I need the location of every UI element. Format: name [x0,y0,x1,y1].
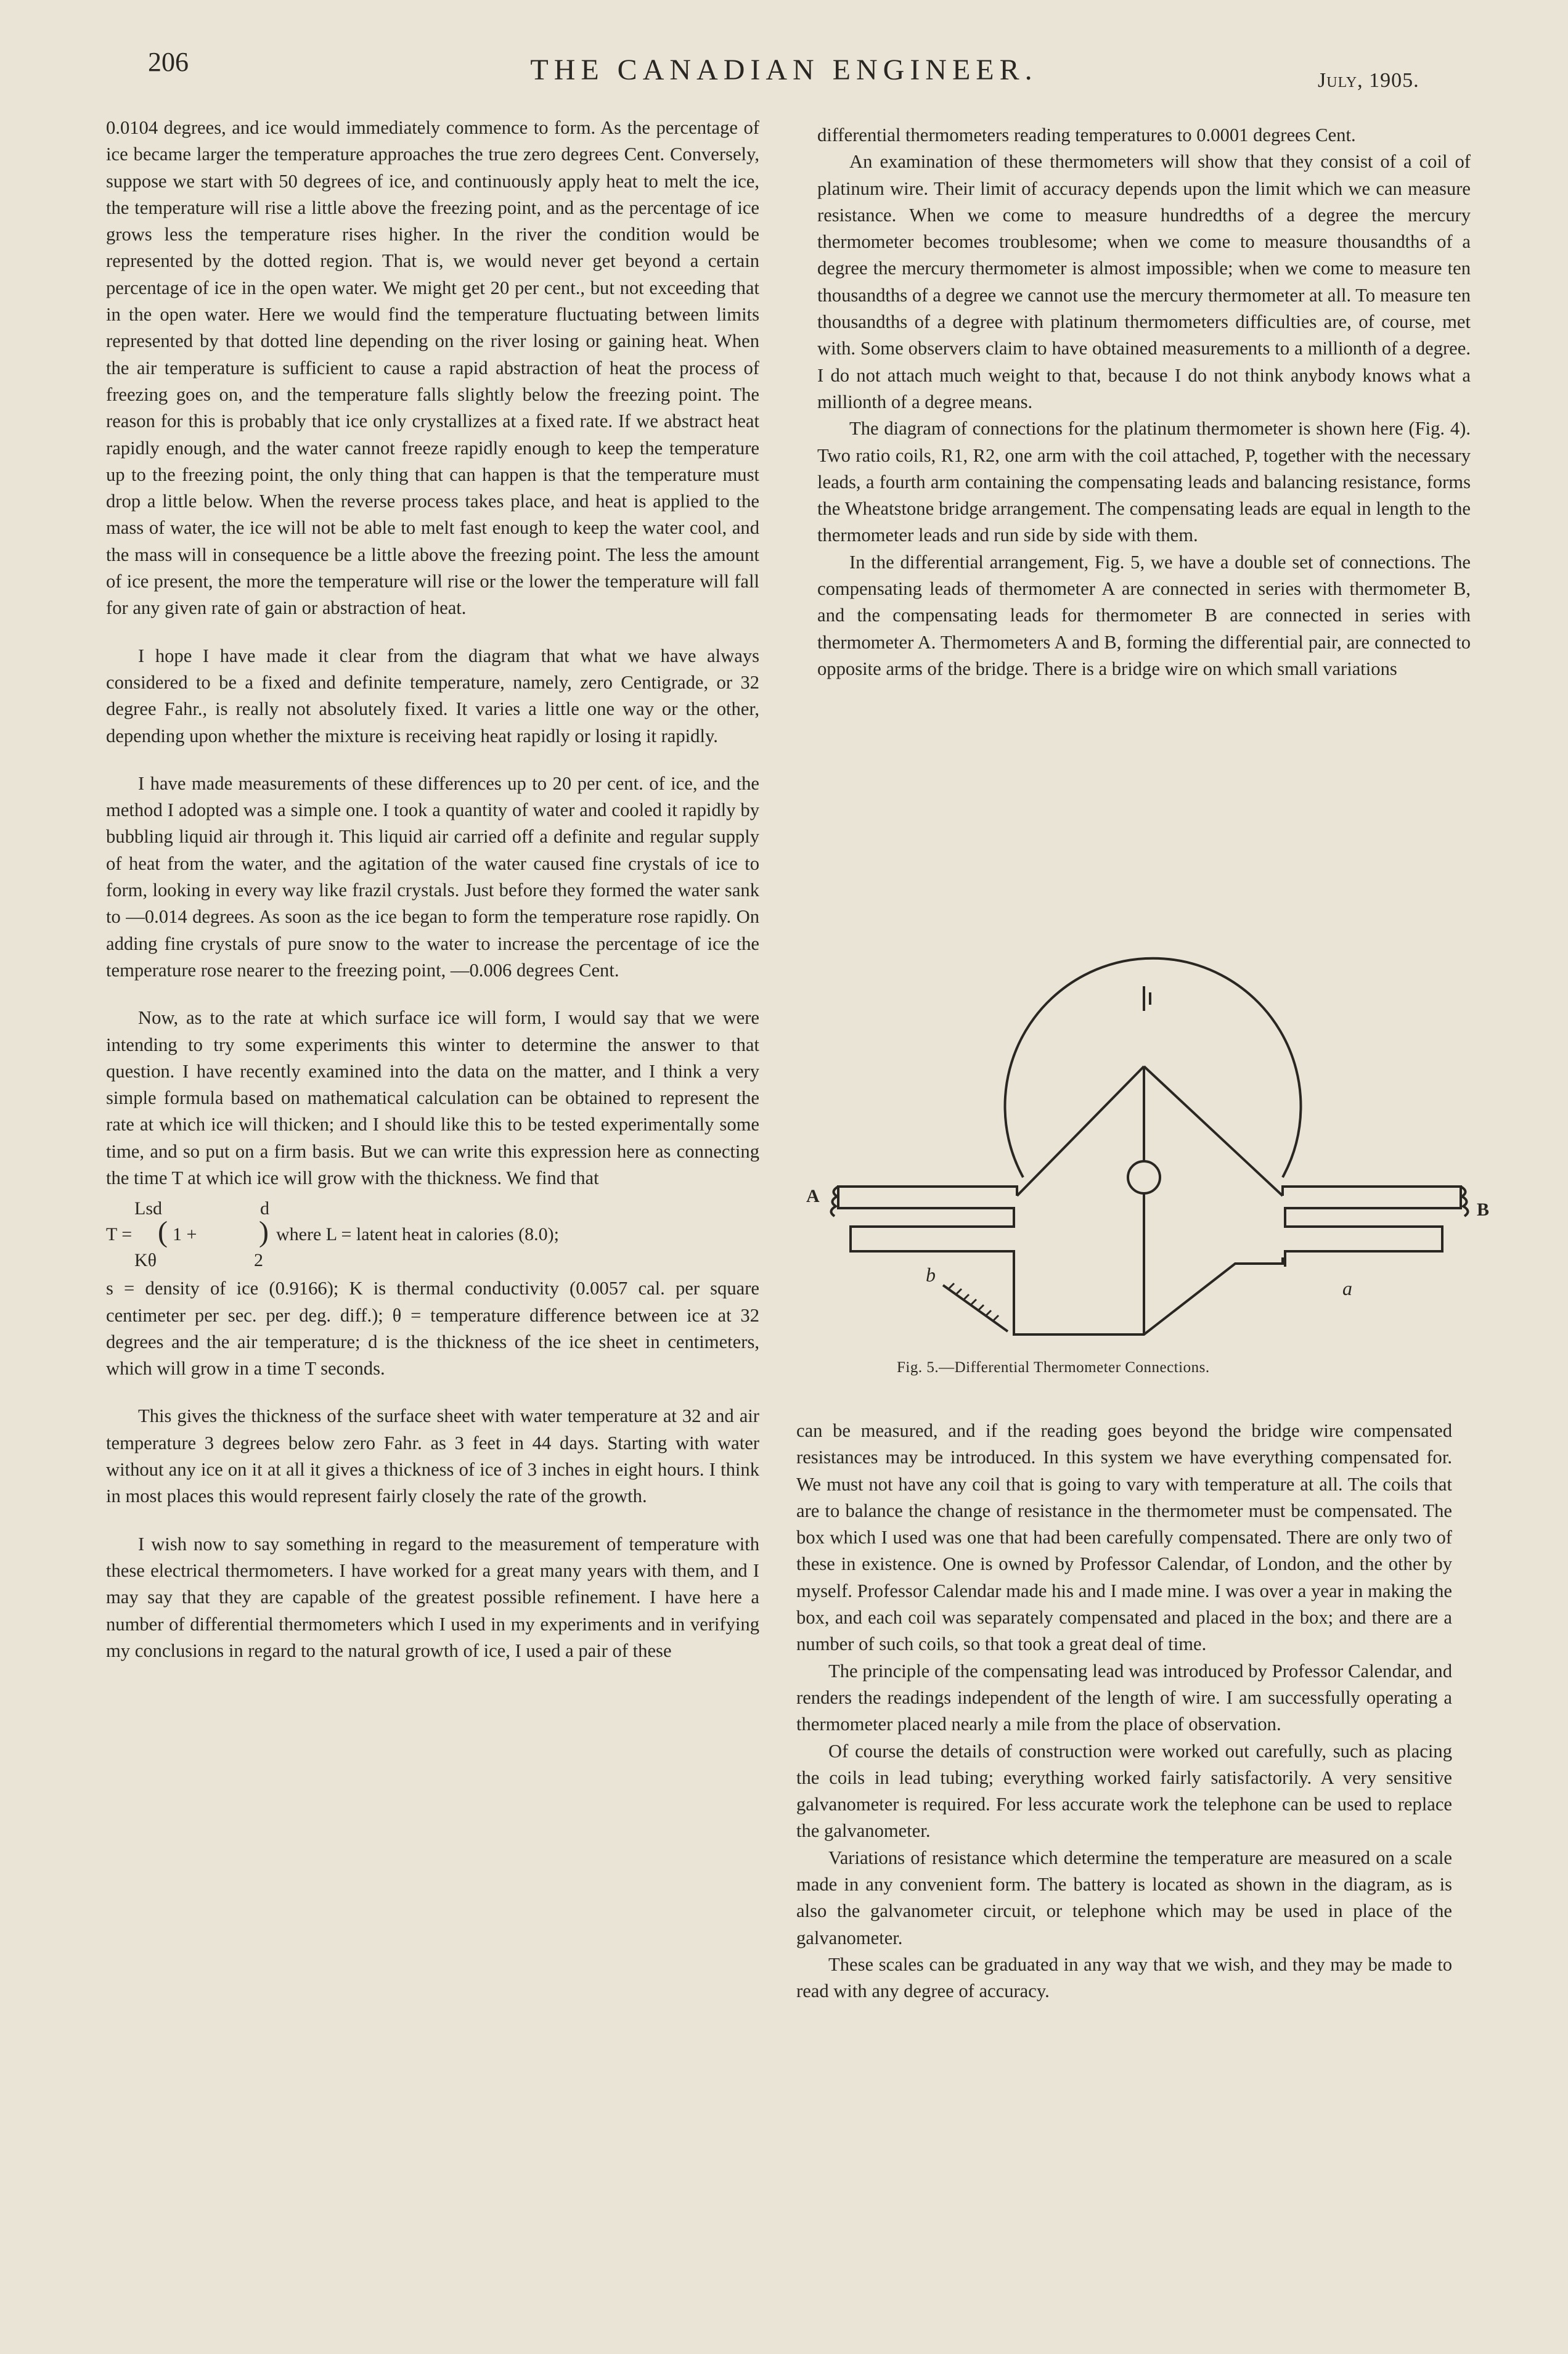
formula-paren-open: ( [158,1216,168,1249]
lead-left-upper [838,1187,1017,1257]
right-column-top [817,122,1471,682]
bridge-arc [1005,958,1301,1177]
label-a-lower: a [1342,1277,1352,1299]
paragraph: These scales can be graduated in any way that we wish, and they may be made to read with any degree of accuracy. [796,1953,1452,2002]
left-column [106,115,759,1664]
formula-rest: where L = latent heat in calories (8.0); [276,1224,559,1245]
journal-title: THE CANADIAN ENGINEER. [530,54,1038,86]
paragraph: can be measured, and if the reading goes beyond the bridge wire compensated resistances may be introduced. In this system we have everything compensated for. We must not have any coil that is going to vary with temperature at all. The coils that are to balance the change of resistance in the thermometer must be compensated. The box which I used was one that had been carefully compensated. There are only two of these in existence. One is owned by Professor Calendar, of London, and the other by myself. Professor Calendar made his and I made mine. I was over a year in making the box, and each coil was separately compensated and placed in the box; and there are a number of such coils, so that took a great deal of time. [796,1420,1452,1655]
paragraph: 0.0104 degrees, and ice would immediately commence to form. As the percentage of ice became larger the temperature approaches the true zero degrees Cent. Conversely, suppose we start with 50 degrees of ice, and continuously apply heat to melt the ice, the temperature will rise a little above the freezing point, and as the percentage of ice grows less the temperature rises higher. In the river the condition would be represented by the dotted region. That is, we would never get beyond a certain percentage of ice in the open water. We might get 20 per cent., but not exceeding that in the open water. Here we would find the temperature fluctuating between limits represented by that dotted line depending on the river losing or gaining heat. When the air temperature is sufficient to cause a rapid abstraction of heat the process of freezing goes on, and the temperature falls slightly below the freezing point. The reason for this is probably that ice only crystallizes at a fixed rate. If we abstract heat rapidly enough, and the water cannot freeze rapidly enough to keep the temperature up to the freezing point, the only thing that can happen is that the temperature must drop a little below. When the reverse process takes place, and heat is applied to the mass of water, the ice will not be able to melt fast enough to keep the water cool, and the mass will in consequence be a little above the freezing point. The less the amount of ice present, the more the temperature will rise or the lower the temperature will fall for any given rate of gain or abstraction of heat. [106,117,759,619]
formula-one-plus: 1 + [173,1224,197,1245]
page-number: 206 [148,47,189,77]
lead-right-upper [1283,1187,1461,1267]
paragraph: This gives the thickness of the surface sheet with water temperature at 32 and air temperature 3 degrees below zero Fahr. as 3 feet in 44 days. Starting with water without any ice on it at all it gives a thickness of ice of 3 inches in eight hours. I think in most places this would represent fairly closely the rate of the growth. [106,1405,759,1507]
formula-d: d [260,1198,269,1219]
bridge-wire-left [1017,1066,1144,1196]
bridge-wire-right [1144,1066,1283,1196]
resistor-line [943,1285,1008,1331]
resistor-hatch [949,1283,998,1320]
formula-denominator: Kθ [134,1250,157,1271]
circuit-diagram [795,943,1510,1387]
paragraph: An examination of these thermometers will show that they consist of a coil of platinum wire. Their limit of accuracy depends upon the limit which we can measure resistance. When we come to measure hundredths of a degree the mercury thermometer becomes troublesome; when we come to measure thousandths of a degree the mercury thermometer is almost impossible; when we come to measure ten thousandths of a degree we cannot use the mercury thermometer at all. To measure ten thousandths of a degree with platinum thermometers difficulties are, of course, met with. Some observers claim to have obtained measurements to a millionth of a degree. I do not attach much weight to that, because I do not think anybody knows what a millionth of a degree means. [817,151,1471,412]
figure-caption: Fig. 5.—Differential Thermometer Connections. [897,1359,1210,1376]
paragraph: The principle of the compensating lead was introduced by Professor Calendar, and renders the readings independent of the length of wire. I am successfully operating a thermometer placed nearly a mile from the place of observation. [796,1660,1452,1735]
paragraph: Of course the details of construction were worked out carefully, such as placing the coils in lead tubing; everything worked fairly satisfactorily. A very sensitive galvanometer is required. For less accurate work the telephone can be used to replace the galvanometer. [796,1740,1452,1842]
paragraph: Now, as to the rate at which surface ice will form, I would say that we were intending to try some experiments this winter to determine the answer to that question. I have recently examined into the data on the matter, and I think a very simple formula based on mathematical calculation can be obtained to represent the rate at which ice will thicken; and I should like this to be tested experimentally some time, and so put on a firm basis. But we can write this expression here as connecting the time T at which ice will grow with the thickness. We find that [106,1007,759,1188]
paragraph: differential thermometers reading temperatures to 0.0001 degrees Cent. [817,125,1356,145]
lead-lower [1014,1257,1283,1334]
paragraph: Variations of resistance which determine the temperature are measured on a scale made in any convenient form. The battery is located as shown in the diagram, as is also the galvanometer circuit, or telephone which may be used in place of the galvanometer. [796,1847,1452,1948]
label-b-lower: b [926,1264,936,1286]
paragraph: I have made measurements of these differences up to 20 per cent. of ice, and the method I adopted was a simple one. I took a quantity of water and cooled it rapidly by bubbling liquid air through it. This liquid air carried off a definite and regular supply of heat from the water, and the agitation of the water caused fine crystals of ice to form, looking in every way like frazil crystals. Just before they formed the water sank to —0.014 degrees. As soon as the ice began to form the temperature rose rapidly. On adding fine crystals of pure snow to the water to increase the percentage of ice the temperature rose nearer to the freezing point, —0.006 degrees Cent. [106,772,759,981]
right-column-bottom [796,1418,1452,2005]
paragraph: In the differential arrangement, Fig. 5, we have a double set of connections. The compensating leads of thermometer A are connected in series with thermometer B, and the compensating leads for thermometer B are connected in series with thermometer A. Thermometers A and B, forming the differential pair, are connected to opposite arms of the bridge. There is a bridge wire on which small variations [817,551,1471,679]
formula-two: 2 [254,1250,263,1271]
ice-growth-formula [106,1195,759,1273]
differential-thermometer-diagram [795,943,1510,1387]
issue-date: July, 1905. [1318,69,1419,92]
label-b-upper: B [1477,1199,1490,1220]
formula-paren-close: ) [259,1216,269,1249]
paragraph: The diagram of connections for the platinum thermometer is shown here (Fig. 4). Two ratio coils, R1, R2, one arm with the coil attached, P, together with the necessary leads, a fourth arm containing the compensating leads and balancing resistance, forms the Wheatstone bridge arrangement. The compensating leads are equal in length to the thermometer leads and run side by side with them. [817,418,1471,546]
formula-numerator: Lsd [134,1198,162,1219]
galvanometer-icon [1128,1161,1160,1193]
formula-t: T = [106,1224,133,1245]
paragraph: s = density of ice (0.9166); K is thermal conductivity (0.0057 cal. per square centimeter per sec. per deg. diff.); θ = temperature difference between ice at 32 degrees and the air temperature; d is the thickness of the ice sheet in centimeters, which will grow in a time T seconds. [106,1278,759,1379]
paragraph: I wish now to say something in regard to the measurement of temperature with these electrical thermometers. I have worked for a great many years with them, and I may say that they are capable of the greatest possible refinement. I have here a number of differential thermometers which I used in my experiments and in verifying my conclusions in regard to the natural growth of ice, I used a pair of these [106,1533,759,1661]
paragraph: I hope I have made it clear from the diagram that what we have always considered to be a fixed and definite temperature, namely, zero Centigrade, or 32 degree Fahr., is really not absolutely fixed. It varies a little one way or the other, depending upon whether the mixture is receiving heat rapidly or losing it rapidly. [106,645,759,746]
label-a-upper: A [806,1186,820,1206]
